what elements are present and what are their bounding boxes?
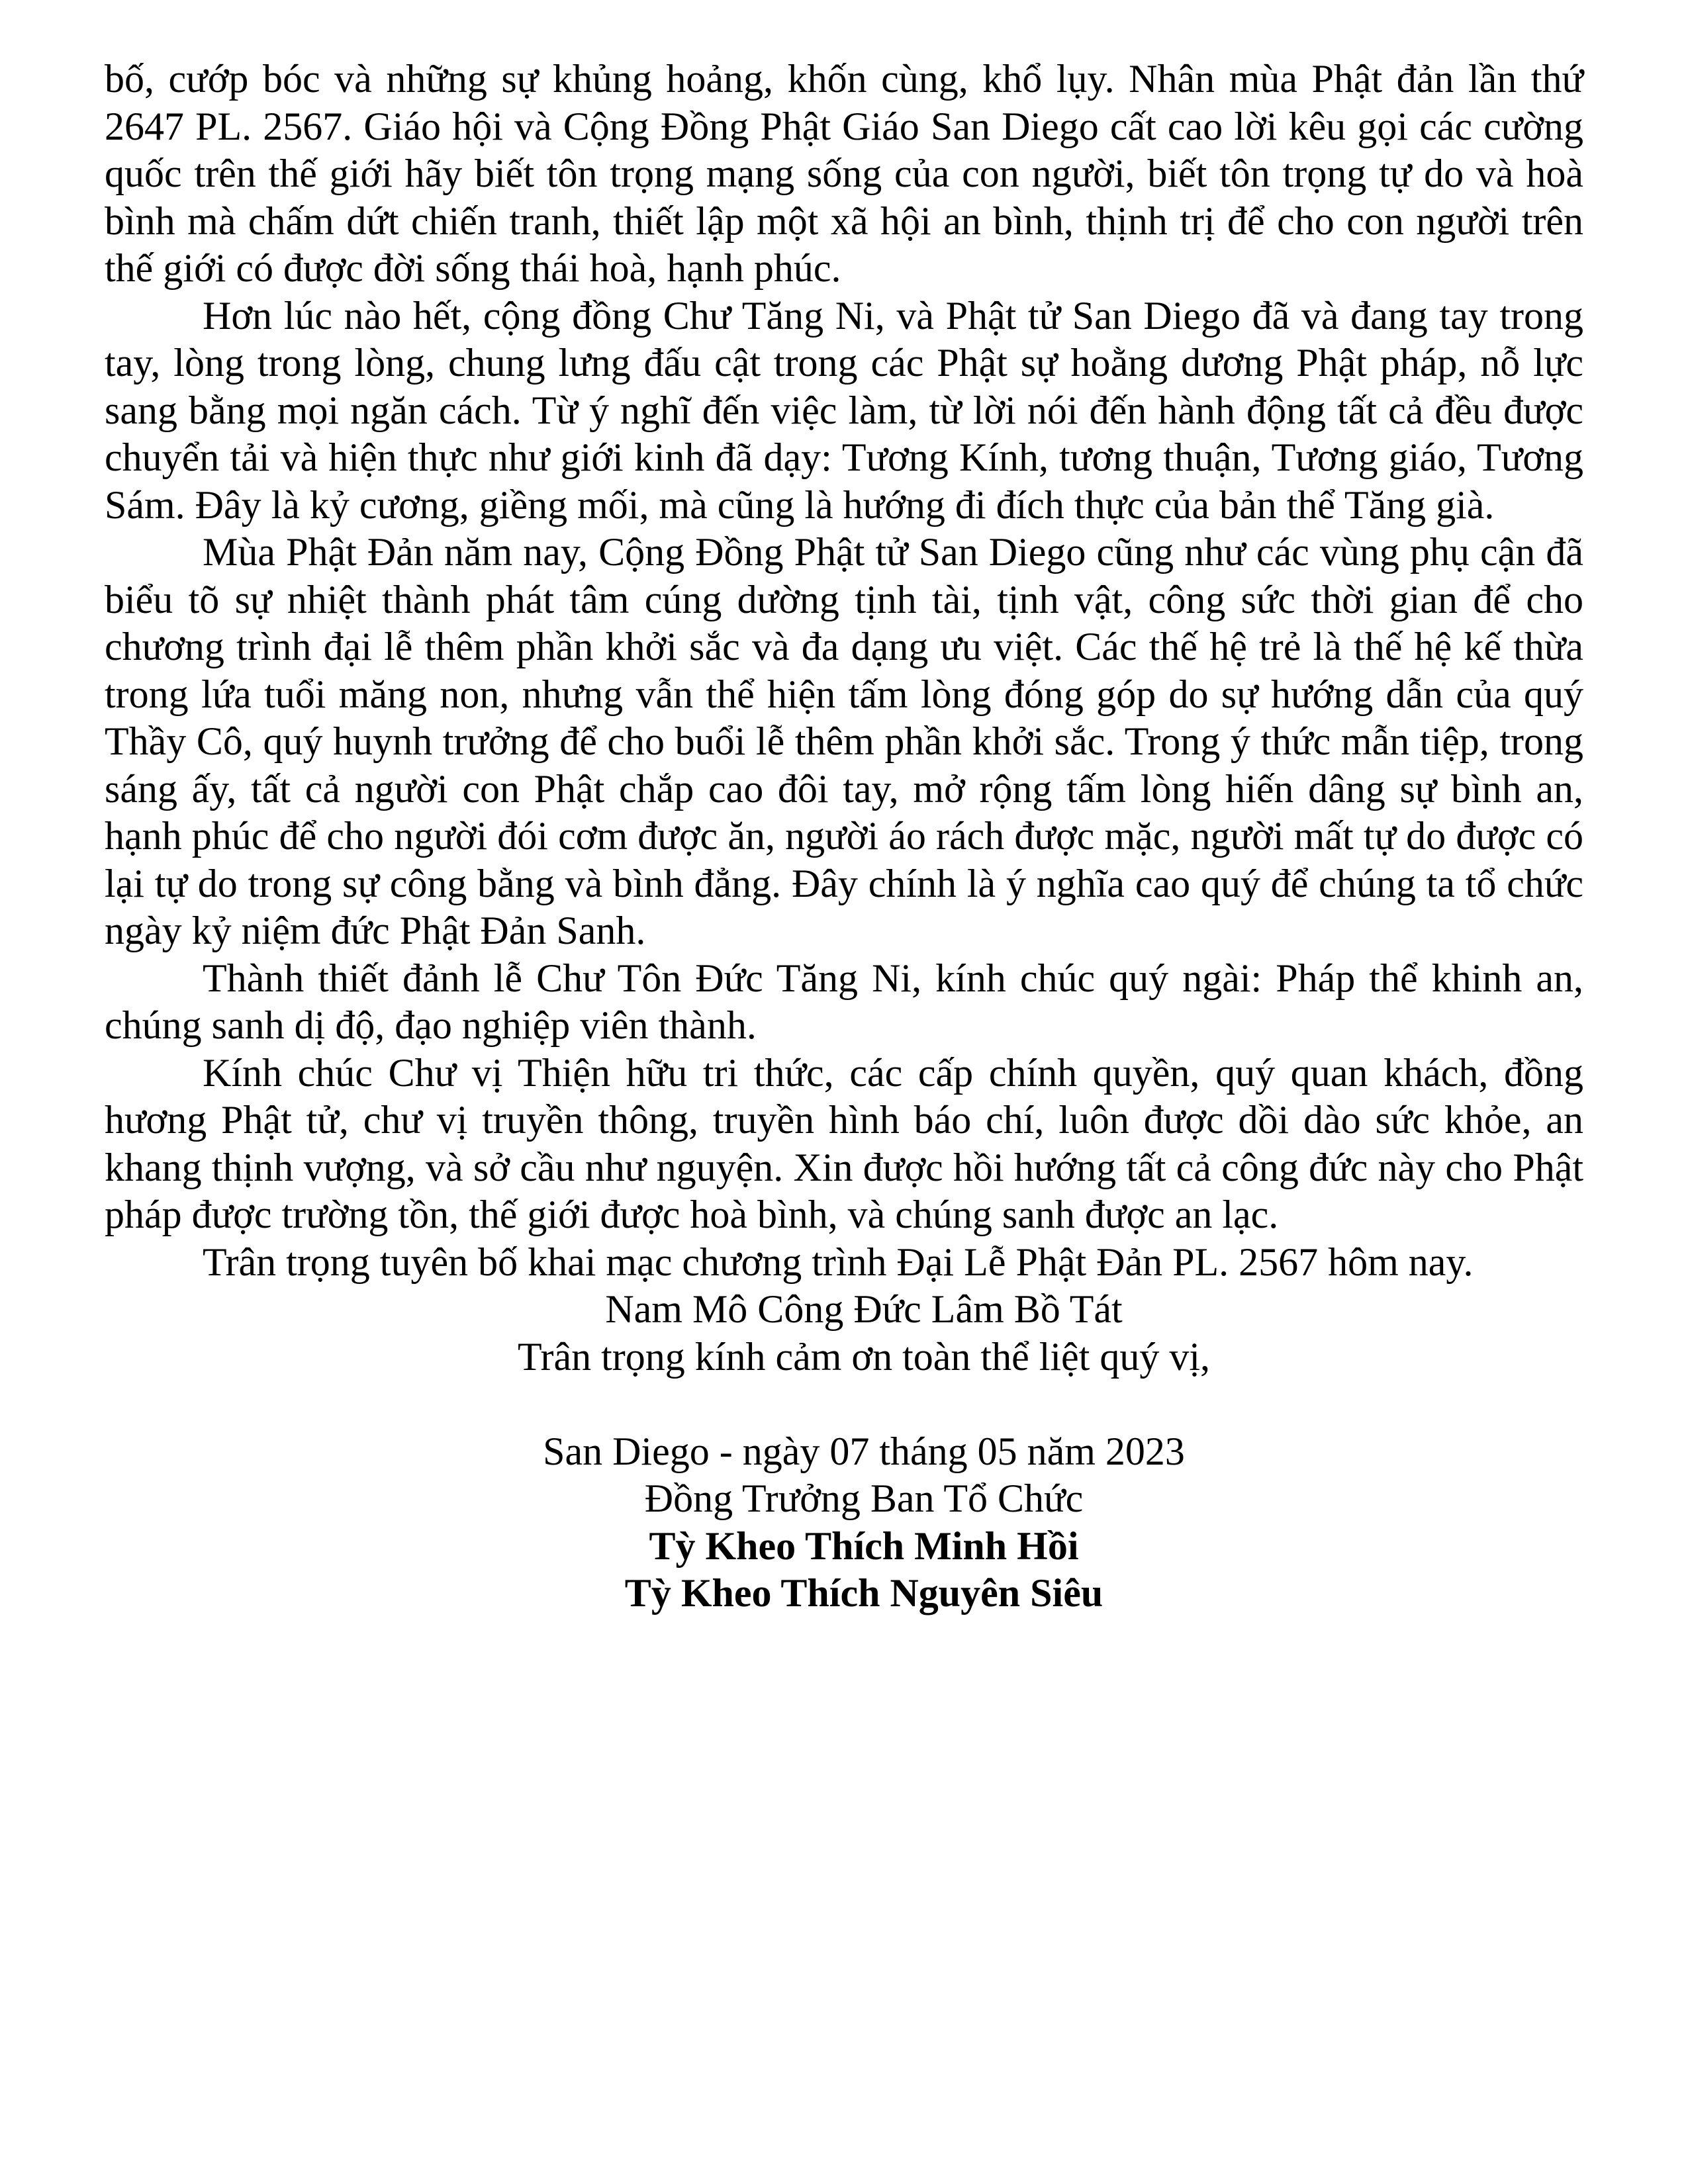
paragraph-opening: bố, cướp bóc và những sự khủng hoảng, khốn cùng, khổ lụy. Nhân mùa Phật đản lần thứ 2647 PL. 2567. Giáo hội và Cộng Đồng Phật Giáo San Diego cất cao lời kêu gọi các cường quốc trên thế giới hãy biết tôn trọng mạng sống của con người, biết tôn trọng tự do và hoà bình mà chấm dứt chiến tranh, thiết lập một xã hội an bình, thịnh trị để cho con người trên thế giới có được đời sống thái hoà, hạnh phúc.: [105, 57, 1583, 290]
invocation-line: Nam Mô Công Đức Lâm Bồ Tát: [605, 1287, 1123, 1331]
closing-spacer: [144, 1381, 1583, 1428]
role-line: Đồng Trưởng Ban Tổ Chức: [644, 1477, 1084, 1520]
thanks-line: Trân trọng kính cảm ơn toàn thể liệt quý vị,: [517, 1334, 1211, 1379]
paragraph-vesak-offering: Mùa Phật Đản năm nay, Cộng Đồng Phật tử San Diego cũng như các vùng phụ cận đã biểu tõ sự nhiệt thành phát tâm cúng dường tịnh tài, tịnh vật, công sức thời gian để cho chương trình đại lễ thêm phần khởi sắc và đa dạng ưu việt. Các thế hệ trẻ là thế hệ kế thừa trong lứa tuổi măng non, nhưng vẫn thể hiện tấm lòng đóng góp do sự hướng dẫn của quý Thầy Cô, quý huynh trưởng để cho buổi lễ thêm phần khởi sắc. Trong ý thức mẫn tiệp, trong sáng ấy, tất cả người con Phật chắp cao đôi tay, mở rộng tấm lòng hiến dâng sự bình an, hạnh phúc để cho người đói cơm được ăn, người áo rách được mặc, người mất tự do được có lại tự do trong sự công bằng và bình đẳng. Đây chính là ý nghĩa cao quý để chúng ta tổ chức ngày kỷ niệm đức Phật Đản Sanh.: [105, 530, 1583, 952]
place-date-line: San Diego - ngày 07 tháng 05 năm 2023: [543, 1429, 1185, 1473]
paragraph-sangha-unity: Hơn lúc nào hết, cộng đồng Chư Tăng Ni, và Phật tử San Diego đã và đang tay trong tay, lòng trong lòng, chung lưng đấu cật trong các Phật sự hoằng dương Phật pháp, nỗ lực sang bằng mọi ngăn cách. Từ ý nghĩ đến việc làm, từ lời nói đến hành động tất cả đều được chuyển tải và hiện thực như giới kinh đã dạy: Tương Kính, tương thuận, Tương giáo, Tương Sám. Đây là kỷ cương, giềng mối, mà cũng là hướng đi đích thực của bản thể Tăng già.: [105, 293, 1583, 527]
document-page: [105, 56, 1583, 1617]
signer-name-1: Tỳ Kheo Thích Minh Hồi: [649, 1524, 1079, 1568]
paragraph-opening-declaration: Trân trọng tuyên bố khai mạc chương trình Đại Lễ Phật Đản PL. 2567 hôm nay.: [203, 1240, 1474, 1284]
signer-name-2: Tỳ Kheo Thích Nguyên Siêu: [624, 1571, 1103, 1615]
closing-block: [105, 1286, 1583, 1617]
paragraph-wishes: Kính chúc Chư vị Thiện hữu tri thức, các cấp chính quyền, quý quan khách, đồng hương Phật tử, chư vị truyền thông, truyền hình báo chí, luôn được dồi dào sức khỏe, an khang thịnh vượng, và sở cầu như nguyện. Xin được hồi hướng tất cả công đức này cho Phật pháp được trường tồn, thế giới được hoà bình, và chúng sanh được an lạc.: [105, 1050, 1583, 1236]
paragraph-homage-sangha: Thành thiết đảnh lễ Chư Tôn Đức Tăng Ni, kính chúc quý ngài: Pháp thể khinh an, chúng sanh dị độ, đạo nghiệp viên thành.: [105, 956, 1583, 1047]
